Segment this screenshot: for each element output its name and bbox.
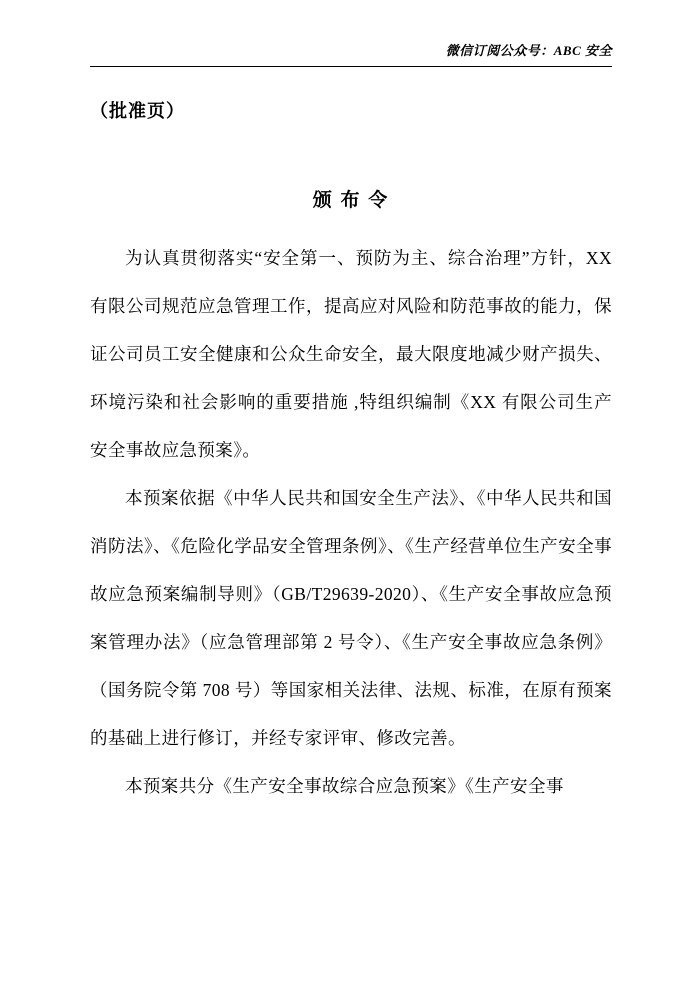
- paragraph-3: 本预案共分《生产安全事故综合应急预案》《生产安全事: [125, 776, 564, 796]
- header-watermark-text: 微信订阅公众号：ABC 安全: [445, 43, 612, 58]
- approval-page-label: （批准页）: [90, 101, 185, 121]
- document-body: [90, 234, 612, 810]
- paragraph-2: 本预案依据《中华人民共和国安全生产法》、《中华人民共和国消防法》、《危险化学品安全管理条例》、《生产经营单位生产安全事故应急预案编制导则》（GB/T29639-2020）、《生产安全事故应急预案管理办法》（应急管理部第 2 号令）、《生产安全事故应急条例》（国务院令第 708 号）等国家相关法律、法规、标准，在原有预案的基础上进行修订，并经专家评审、修改完善。: [90, 488, 612, 748]
- header-rule: [90, 66, 612, 67]
- paragraph-1: 为认真贯彻落实“安全第一、预防为主、综合治理”方针，XX 有限公司规范应急管理工作，提高应对风险和防范事故的能力，保证公司员工安全健康和公众生命安全，最大限度地减少财产损失、环境污染和社会影响的重要措施 ,特组织编制《XX 有限公司生产安全事故应急预案》。: [90, 248, 612, 460]
- document-title: 颁 布 令: [312, 190, 390, 211]
- page-header: [90, 40, 612, 67]
